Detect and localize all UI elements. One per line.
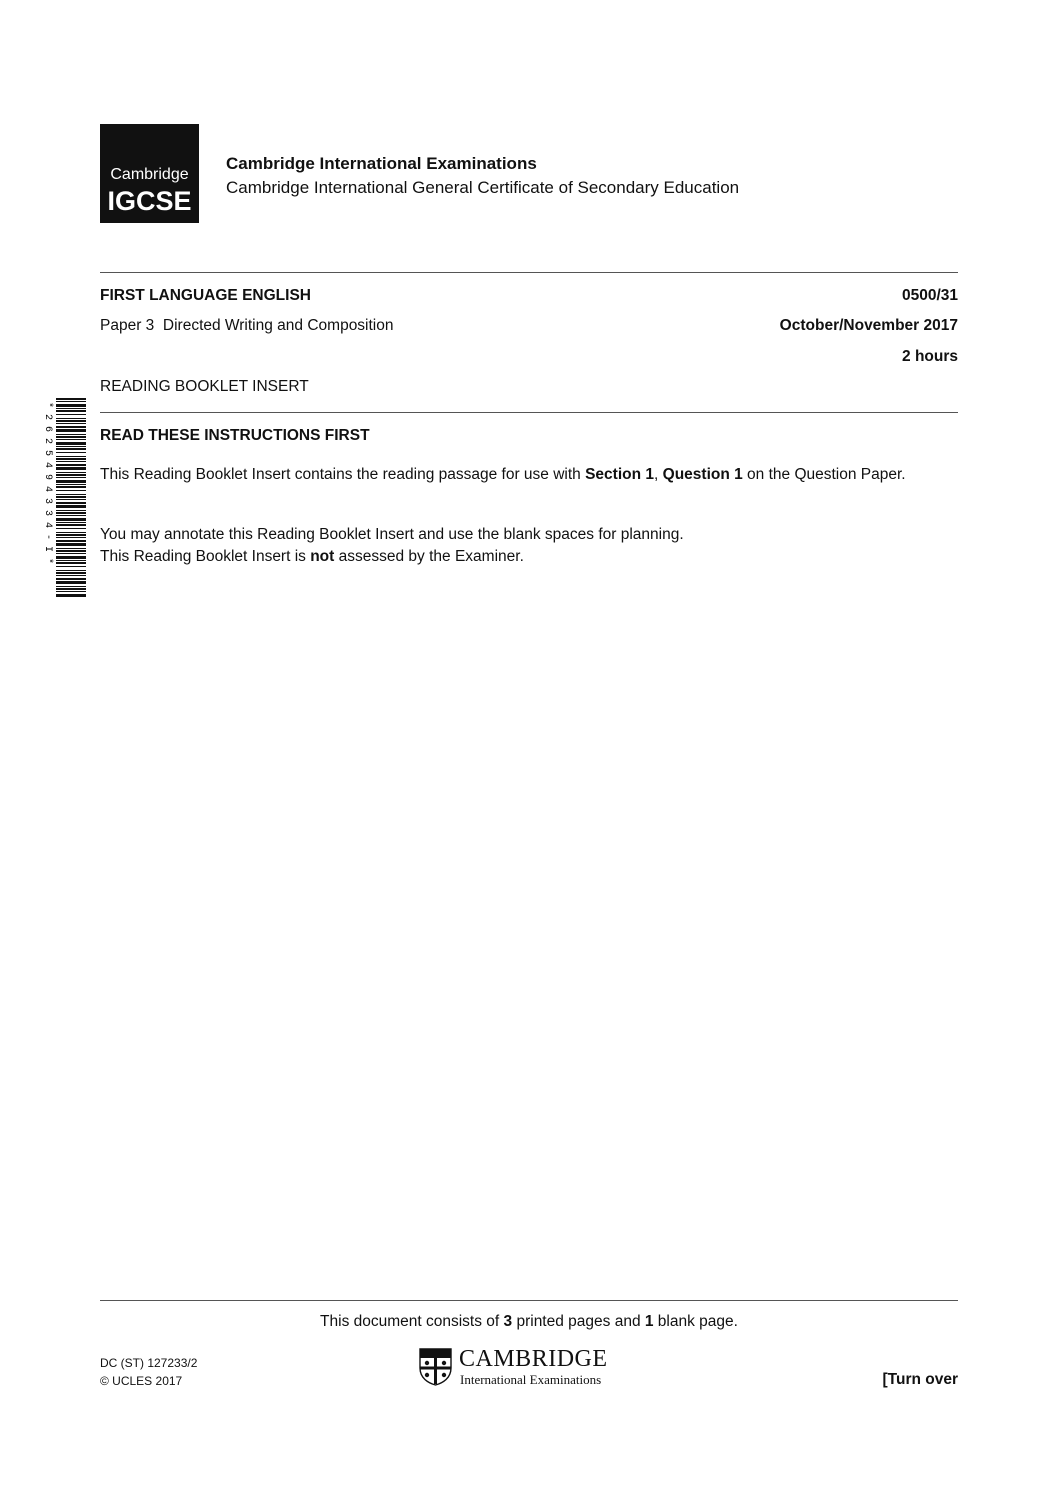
barcode-bar [56, 410, 86, 412]
note-e: blank page. [653, 1313, 738, 1330]
barcode-bar [56, 548, 86, 549]
instructions-paragraph-2 [100, 524, 958, 568]
barcode-bar [56, 480, 86, 483]
note-printed-count: 3 [503, 1313, 513, 1330]
barcode-bar [56, 458, 86, 460]
cambridge-logo [419, 1346, 629, 1388]
certificate-name: Cambridge International General Certificate of Secondary Education [226, 178, 740, 197]
barcode-bar [56, 532, 86, 533]
instructions-paragraph-1 [100, 464, 958, 486]
barcode-bar [56, 446, 86, 447]
barcode-bar [56, 515, 86, 516]
cambridge-brand: CAMBRIDGE [459, 1346, 608, 1372]
logo-line2: IGCSE [107, 186, 192, 216]
turn-over-label: [Turn over [882, 1371, 958, 1388]
copyright: © UCLES 2017 [100, 1374, 183, 1388]
barcode-bar [56, 477, 86, 478]
barcode-bar [56, 562, 86, 564]
barcode-bar [56, 496, 86, 498]
barcode-bar [56, 553, 86, 554]
note-c: printed pages and [512, 1313, 645, 1330]
barcode-bar [56, 572, 86, 574]
shield-icon [419, 1348, 452, 1386]
note-a: This document consists of [320, 1313, 504, 1330]
barcode-bar [56, 474, 86, 476]
barcode-bar [56, 484, 86, 485]
barcode-bar [56, 434, 86, 435]
barcode-text: * 2 6 2 5 4 9 4 3 3 4 - I * [42, 402, 53, 565]
logo-line1: Cambridge [110, 166, 189, 183]
page-count-note [0, 1313, 1058, 1331]
exam-session: October/November 2017 [779, 317, 958, 334]
barcode-bar [56, 560, 86, 561]
barcode-bar [56, 398, 86, 400]
p1-section: Section 1 [585, 466, 655, 483]
barcode-bar [56, 414, 86, 415]
barcode-bar [56, 505, 86, 508]
p2-text-c: assessed by the Examiner. [334, 548, 524, 565]
barcode-bar [56, 423, 86, 424]
divider-bottom [100, 1300, 958, 1301]
barcode-bar [56, 528, 86, 529]
barcode-bar [56, 550, 86, 552]
barcode-bar [56, 442, 86, 445]
barcode-bar [56, 594, 86, 597]
barcode-bar [56, 456, 86, 457]
barcode-bar [56, 452, 86, 453]
barcode-bar [56, 518, 86, 521]
barcode-bar [56, 448, 86, 450]
barcode-bar [56, 472, 86, 473]
paper-code: 0500/31 [901, 287, 958, 304]
p1-question: Question 1 [662, 466, 743, 483]
p1-text-a: This Reading Booklet Insert contains the reading passage for use with [100, 466, 586, 483]
document-reference: DC (ST) 127233/2 [100, 1356, 198, 1370]
barcode-bar [56, 436, 86, 438]
barcode-bar [56, 467, 86, 470]
barcode-bar [56, 404, 86, 407]
subject-title: FIRST LANGUAGE ENGLISH [100, 287, 311, 304]
barcode-bar [56, 543, 86, 546]
barcode-bar [56, 578, 86, 580]
insert-label: READING BOOKLET INSERT [100, 378, 309, 395]
barcode-bar [56, 429, 86, 432]
p1-text-c: , [654, 466, 663, 483]
barcode-bar [56, 586, 86, 587]
barcode-bar [56, 570, 86, 571]
barcode-bar [56, 439, 86, 440]
divider-middle [100, 412, 958, 413]
barcode-bar [56, 502, 86, 504]
barcode-bar [56, 512, 86, 514]
barcode-bar [56, 499, 86, 500]
barcode-bar [56, 461, 86, 462]
p2-text-a: This Reading Booklet Insert is [100, 548, 311, 565]
barcode-bar [56, 522, 86, 523]
barcode-bar [56, 524, 86, 526]
divider-top [100, 272, 958, 273]
barcode-bar [56, 534, 86, 536]
barcode [40, 398, 86, 598]
barcode-bar [56, 591, 86, 592]
barcode-bar [56, 494, 86, 495]
barcode-graphic [40, 398, 86, 598]
barcode-bar [56, 588, 86, 590]
barcode-bar [56, 566, 86, 567]
paper-title: Paper 3 Directed Writing and Composition [100, 317, 394, 334]
barcode-bar [56, 420, 86, 422]
note-blank-count: 1 [644, 1313, 654, 1330]
cambridge-igcse-logo [100, 124, 199, 223]
org-name: Cambridge International Examinations [226, 154, 537, 173]
exam-duration: 2 hours [902, 348, 958, 365]
p1-text-e: on the Question Paper. [742, 466, 906, 483]
barcode-bar [56, 490, 86, 491]
p2-not: not [310, 548, 335, 565]
barcode-bar [56, 537, 86, 538]
barcode-bar [56, 540, 86, 542]
barcode-bar [56, 486, 86, 488]
cambridge-brand-sub: International Examinations [460, 1372, 602, 1387]
barcode-bar [56, 418, 86, 419]
p2-line-1: You may annotate this Reading Booklet Insert and use the blank spaces for planning. [100, 526, 684, 543]
barcode-bar [56, 556, 86, 559]
barcode-bar [56, 401, 86, 402]
barcode-bar [56, 464, 86, 466]
barcode-bar [56, 408, 86, 409]
instructions-heading: READ THESE INSTRUCTIONS FIRST [100, 427, 370, 444]
barcode-bar [56, 426, 86, 428]
p2-line-2 [100, 546, 958, 568]
barcode-bar [56, 510, 86, 511]
barcode-bar [56, 575, 86, 576]
barcode-bar [56, 581, 86, 584]
